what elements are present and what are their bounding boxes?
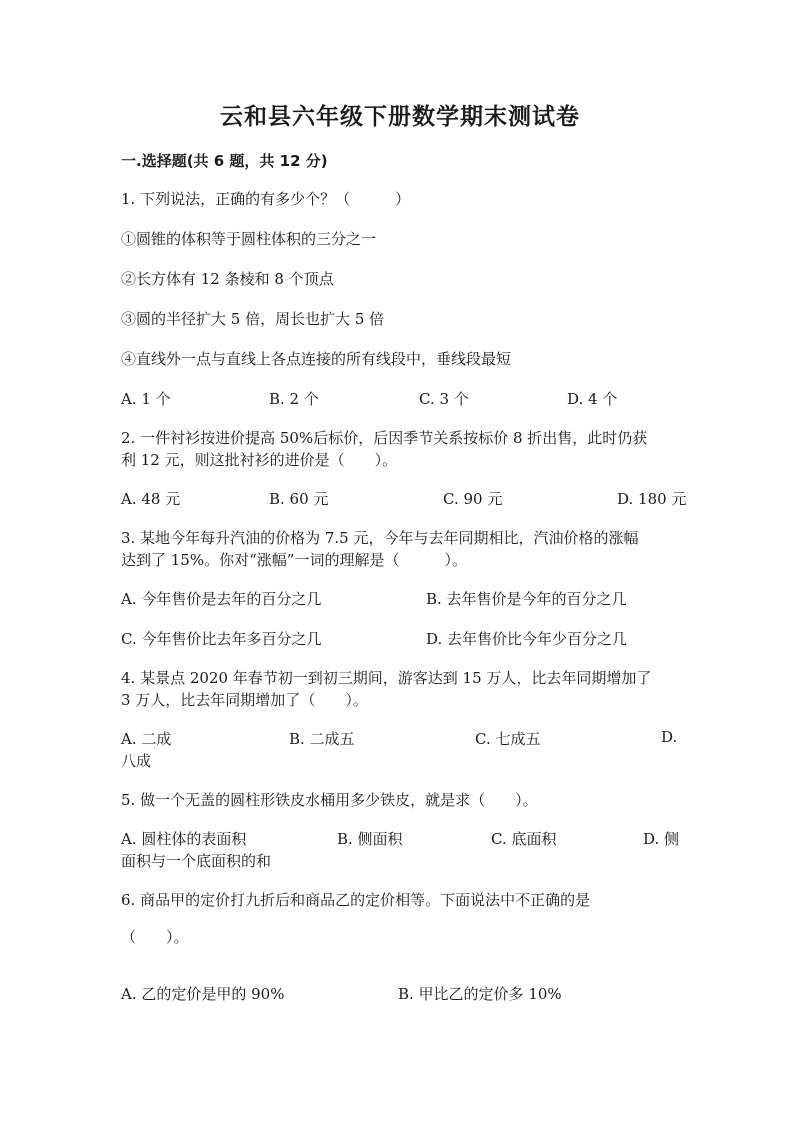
question-6-stem-line-1: 6. 商品甲的定价打九折后和商品乙的定价相等。下面说法中不正确的是 <box>121 891 591 909</box>
question-4-option-d-continued: 八成 <box>121 752 152 770</box>
question-5-option-d-continued: 面积与一个底面积的和 <box>121 852 272 870</box>
question-6-option-b: B. 甲比乙的定价多 10% <box>398 985 562 1003</box>
question-3-stem-line-1: 3. 某地今年每升汽油的价格为 7.5 元，今年与去年同期相比，汽油价格的涨幅 <box>121 529 639 547</box>
question-4-option-a: A. 二成 <box>121 730 172 748</box>
question-5-option-c: C. 底面积 <box>491 830 557 848</box>
question-5-stem: 5. 做一个无盖的圆柱形铁皮水桶用多少铁皮，就是求（ ）。 <box>121 791 538 809</box>
section-heading: 一.选择题(共 6 题，共 12 分) <box>121 152 328 170</box>
question-4-stem-line-2: 3 万人，比去年同期增加了（ ）。 <box>121 691 368 709</box>
question-4-stem-line-1: 4. 某景点 2020 年春节初一到初三期间，游客达到 15 万人，比去年同期增加了 <box>121 669 652 687</box>
question-6-stem-line-2: （ ）。 <box>121 928 189 946</box>
question-1-option-c: C. 3 个 <box>419 390 469 408</box>
question-1-option-a: A. 1 个 <box>121 390 171 408</box>
question-5-option-a: A. 圆柱体的表面积 <box>121 830 247 848</box>
question-2-option-d: D. 180 元 <box>617 490 687 508</box>
question-3-option-c: C. 今年售价比去年多百分之几 <box>121 630 322 648</box>
question-1-stem: 1. 下列说法，正确的有多少个？（ ） <box>121 190 411 208</box>
question-1-option-b: B. 2 个 <box>269 390 319 408</box>
question-3-option-d: D. 去年售价比今年少百分之几 <box>426 630 628 648</box>
question-6-option-a: A. 乙的定价是甲的 90% <box>121 985 285 1003</box>
question-1-option-d: D. 4 个 <box>567 390 618 408</box>
question-3-option-a: A. 今年售价是去年的百分之几 <box>121 590 322 608</box>
question-1-statement-4: ④直线外一点与直线上各点连接的所有线段中，垂线段最短 <box>121 350 512 368</box>
question-5-option-d: D. 侧 <box>643 830 680 848</box>
question-2-stem-line-2: 利 12 元，则这批衬衫的进价是（ ）。 <box>121 451 398 469</box>
page-title: 云和县六年级下册数学期末测试卷 <box>220 104 580 130</box>
question-4-option-c: C. 七成五 <box>475 730 541 748</box>
question-4-option-b: B. 二成五 <box>289 730 355 748</box>
question-2-option-c: C. 90 元 <box>443 490 503 508</box>
question-5-option-b: B. 侧面积 <box>337 830 403 848</box>
question-3-option-b: B. 去年售价是今年的百分之几 <box>426 590 627 608</box>
question-4-option-d: D. <box>661 728 678 746</box>
question-3-stem-line-2: 达到了 15%。你对“涨幅”一词的理解是（ ）。 <box>121 551 467 569</box>
question-2-stem-line-1: 2. 一件衬衫按进价提高 50%后标价，后因季节关系按标价 8 折出售，此时仍获 <box>121 429 648 447</box>
question-1-statement-3: ③圆的半径扩大 5 倍，周长也扩大 5 倍 <box>121 310 385 328</box>
question-1-statement-1: ①圆锥的体积等于圆柱体积的三分之一 <box>121 230 377 248</box>
question-2-option-b: B. 60 元 <box>269 490 329 508</box>
question-2-option-a: A. 48 元 <box>121 490 181 508</box>
question-1-statement-2: ②长方体有 12 条棱和 8 个顶点 <box>121 270 334 288</box>
